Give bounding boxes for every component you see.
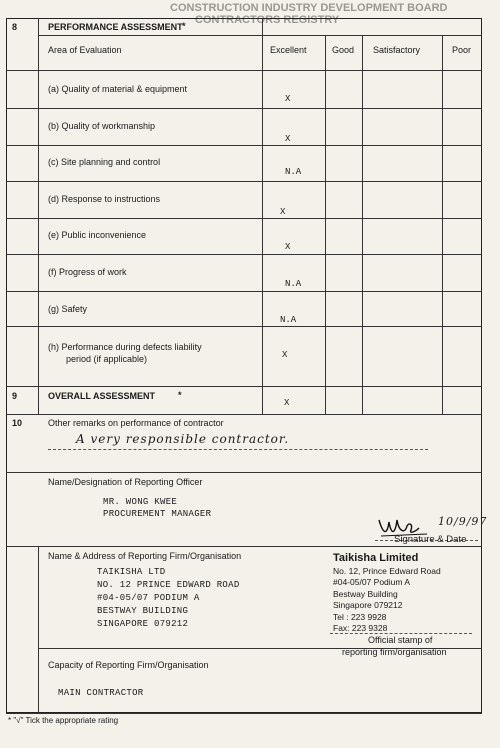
overall-mark: X bbox=[284, 398, 290, 408]
row-e-mark: X bbox=[285, 242, 291, 252]
satisfactory-header: Satisfactory bbox=[373, 45, 421, 55]
capacity-label: Capacity of Reporting Firm/Organisation bbox=[48, 660, 209, 670]
row-b-mark: X bbox=[285, 134, 291, 144]
officer-designation: PROCUREMENT MANAGER bbox=[103, 509, 212, 519]
row-b-label: (b) Quality of workmanship bbox=[48, 121, 156, 131]
row-g-label: (g) Safety bbox=[48, 304, 88, 314]
firm-line-1: TAIKISHA LTD bbox=[97, 567, 166, 577]
row-a-mark: X bbox=[285, 94, 291, 104]
bleed-line-1: CONSTRUCTION INDUSTRY DEVELOPMENT BOARD bbox=[170, 2, 448, 14]
section-8-number: 8 bbox=[12, 22, 18, 32]
good-header: Good bbox=[332, 45, 355, 55]
handwritten-remark: A very responsible contractor. bbox=[76, 432, 290, 446]
row-c-mark: N.A bbox=[285, 167, 302, 177]
stamp-company: Taikisha Limited bbox=[333, 552, 419, 564]
remarks-label: Other remarks on performance of contractor bbox=[48, 418, 224, 428]
row-h-label: (h) Performance during defects liability bbox=[48, 342, 202, 352]
row-a-label: (a) Quality of material & equipment bbox=[48, 84, 188, 94]
excellent-header: Excellent bbox=[270, 45, 307, 55]
section-10-number: 10 bbox=[12, 418, 23, 428]
stamp-line-5: Tel : 223 9928 bbox=[333, 612, 387, 622]
firm-line-5: SINGAPORE 079212 bbox=[97, 619, 189, 629]
footnote: * "√" Tick the appropriate rating bbox=[8, 716, 119, 725]
firm-label: Name & Address of Reporting Firm/Organisation bbox=[48, 551, 242, 561]
firm-line-3: #04-05/07 PODIUM A bbox=[97, 593, 200, 603]
row-c-label: (c) Site planning and control bbox=[48, 157, 161, 167]
stamp-line-4: Singapore 079212 bbox=[333, 600, 403, 610]
stamp-line-6: Fax: 223 9328 bbox=[333, 623, 388, 633]
officer-name: MR. WONG KWEE bbox=[103, 497, 178, 507]
performance-asterisk: * bbox=[182, 21, 186, 31]
bleed-line-2: CONTRACTORS REGISTRY bbox=[195, 14, 340, 26]
section-9-number: 9 bbox=[12, 391, 18, 401]
overall-asterisk: * bbox=[178, 390, 182, 400]
capacity-value: MAIN CONTRACTOR bbox=[58, 688, 144, 698]
officer-label: Name/Designation of Reporting Officer bbox=[48, 477, 203, 487]
row-f-mark: N.A bbox=[285, 279, 302, 289]
row-h-label-line-2: period (if applicable) bbox=[66, 354, 148, 364]
stamp-line-1: No. 12, Prince Edward Road bbox=[333, 566, 441, 576]
row-f-label: (f) Progress of work bbox=[48, 267, 127, 277]
stamp-caption-1: Official stamp of bbox=[368, 635, 433, 645]
stamp-line-3: Bestway Building bbox=[333, 589, 398, 599]
stamp-caption-2: reporting firm/organisation bbox=[342, 647, 447, 657]
performance-assessment-title: PERFORMANCE ASSESSMENT bbox=[48, 22, 183, 32]
poor-header: Poor bbox=[452, 45, 472, 55]
overall-assessment-title: OVERALL ASSESSMENT bbox=[48, 391, 156, 401]
firm-line-2: NO. 12 PRINCE EDWARD ROAD bbox=[97, 580, 240, 590]
signature-caption: Signature & Date bbox=[394, 534, 467, 545]
stamp-line-2: #04-05/07 Podium A bbox=[333, 577, 411, 587]
area-of-evaluation-header: Area of Evaluation bbox=[48, 45, 122, 55]
row-g-mark: N.A bbox=[280, 315, 297, 325]
signature-date: 10/9/97 bbox=[438, 515, 488, 528]
row-d-label: (d) Response to instructions bbox=[48, 194, 161, 204]
row-d-mark: X bbox=[280, 207, 286, 217]
firm-line-4: BESTWAY BUILDING bbox=[97, 606, 189, 616]
row-h-mark: X bbox=[282, 350, 288, 360]
row-e-label: (e) Public inconvenience bbox=[48, 230, 147, 240]
